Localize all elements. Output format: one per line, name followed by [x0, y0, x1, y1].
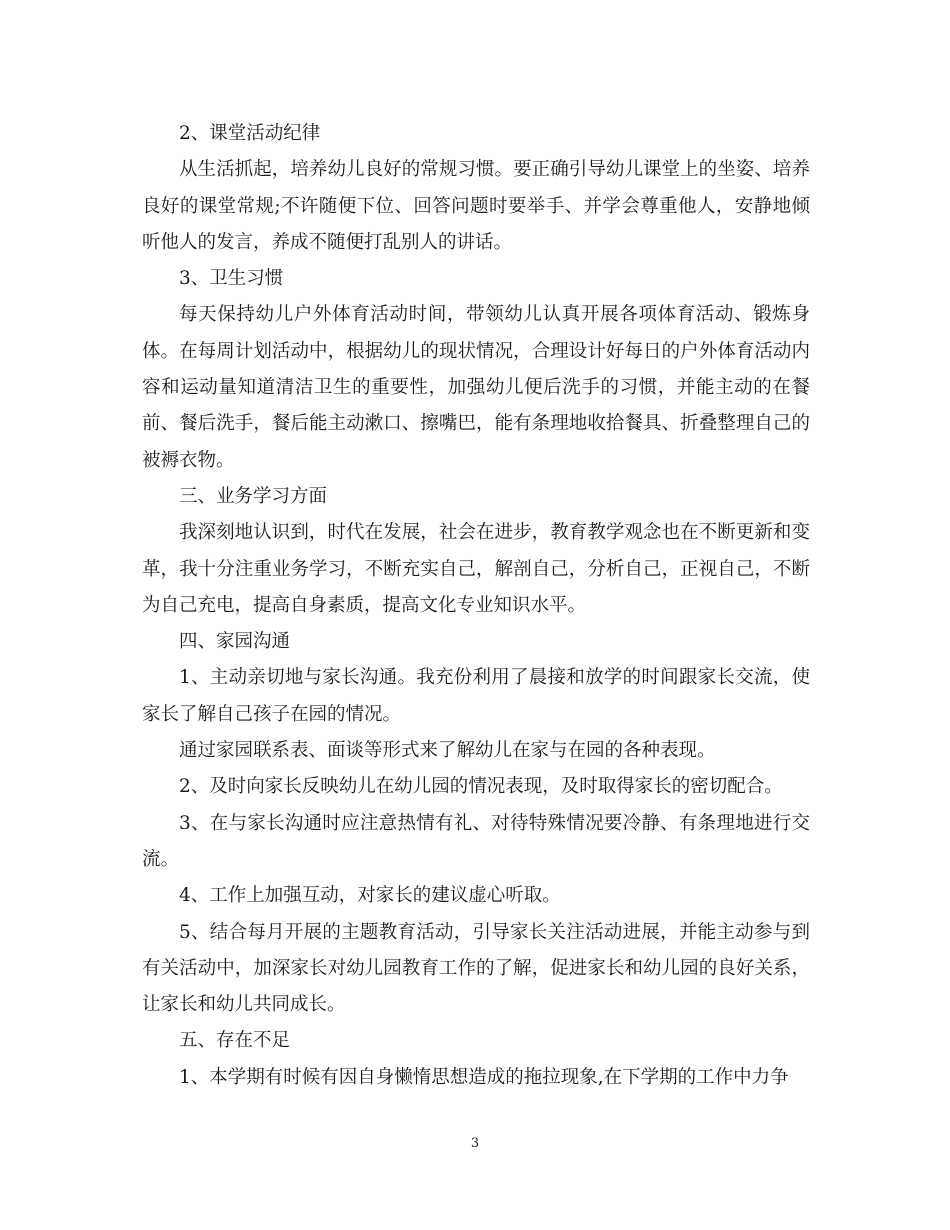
paragraph: 1、主动亲切地与家长沟通。我充份利用了晨接和放学的时间跟家长交流，使家长了解自己孩子在园的情况。 [142, 667, 810, 725]
section-heading: 五、存在不足 [179, 1030, 291, 1052]
section-heading: 2、课堂活动纪律 [179, 123, 321, 144]
paragraph: 3、在与家长沟通时应注意热情有礼、对待特殊情况要冷静、有条理地进行交流。 [142, 812, 810, 870]
document-body [142, 116, 810, 1096]
paragraph: 5、结合每月开展的主题教育活动，引导家长关注活动进展，并能主动参与到有关活动中，加深家长对幼儿园教育工作的了解，促进家长和幼儿园的良好关系，让家长和幼儿共同成长。 [142, 921, 810, 1016]
section-heading: 3、卫生习惯 [179, 268, 284, 290]
paragraph: 从生活抓起，培养幼儿良好的常规习惯。要正确引导幼儿课堂上的坐姿、培养良好的课堂常规;不许随便下位、回答问题时要举手、并学会尊重他人，安静地倾听他人的发言，养成不随便打乱别人的讲话。 [142, 159, 810, 253]
section-heading: 三、业务学习方面 [179, 485, 328, 507]
paragraph: 我深刻地认识到，时代在发展，社会在进步，教育教学观念也在不断更新和变革，我十分注重业务学习，不断充实自己，解剖自己，分析自己，正视自己，不断为自己充电，提高自身素质，提高文化专业知识水平。 [142, 522, 810, 616]
paragraph: 4、工作上加强互动，对家长的建议虚心听取。 [179, 885, 561, 907]
paragraph: 1、本学期有时候有因自身懒惰思想造成的拖拉现象,在下学期的工作中力争 [179, 1066, 789, 1088]
paragraph: 每天保持幼儿户外体育活动时间，带领幼儿认真开展各项体育活动、锻炼身体。在每周计划活动中，根据幼儿的现状情况，合理设计好每日的户外体育活动内容和运动量知道清洁卫生的重要性，加强幼儿便后洗手的习惯，并能主动的在餐前、餐后洗手，餐后能主动漱口、擦嘴巴，能有条理地收拾餐具、折叠整理自己的被褥衣物。 [142, 304, 810, 471]
section-heading: 四、家园沟通 [179, 631, 291, 653]
paragraph: 2、及时向家长反映幼儿在幼儿园的情况表现，及时取得家长的密切配合。 [179, 776, 783, 798]
page-number: 3 [470, 1136, 480, 1151]
paragraph: 通过家园联系表、面谈等形式来了解幼儿在家与在园的各种表现。 [179, 740, 716, 762]
